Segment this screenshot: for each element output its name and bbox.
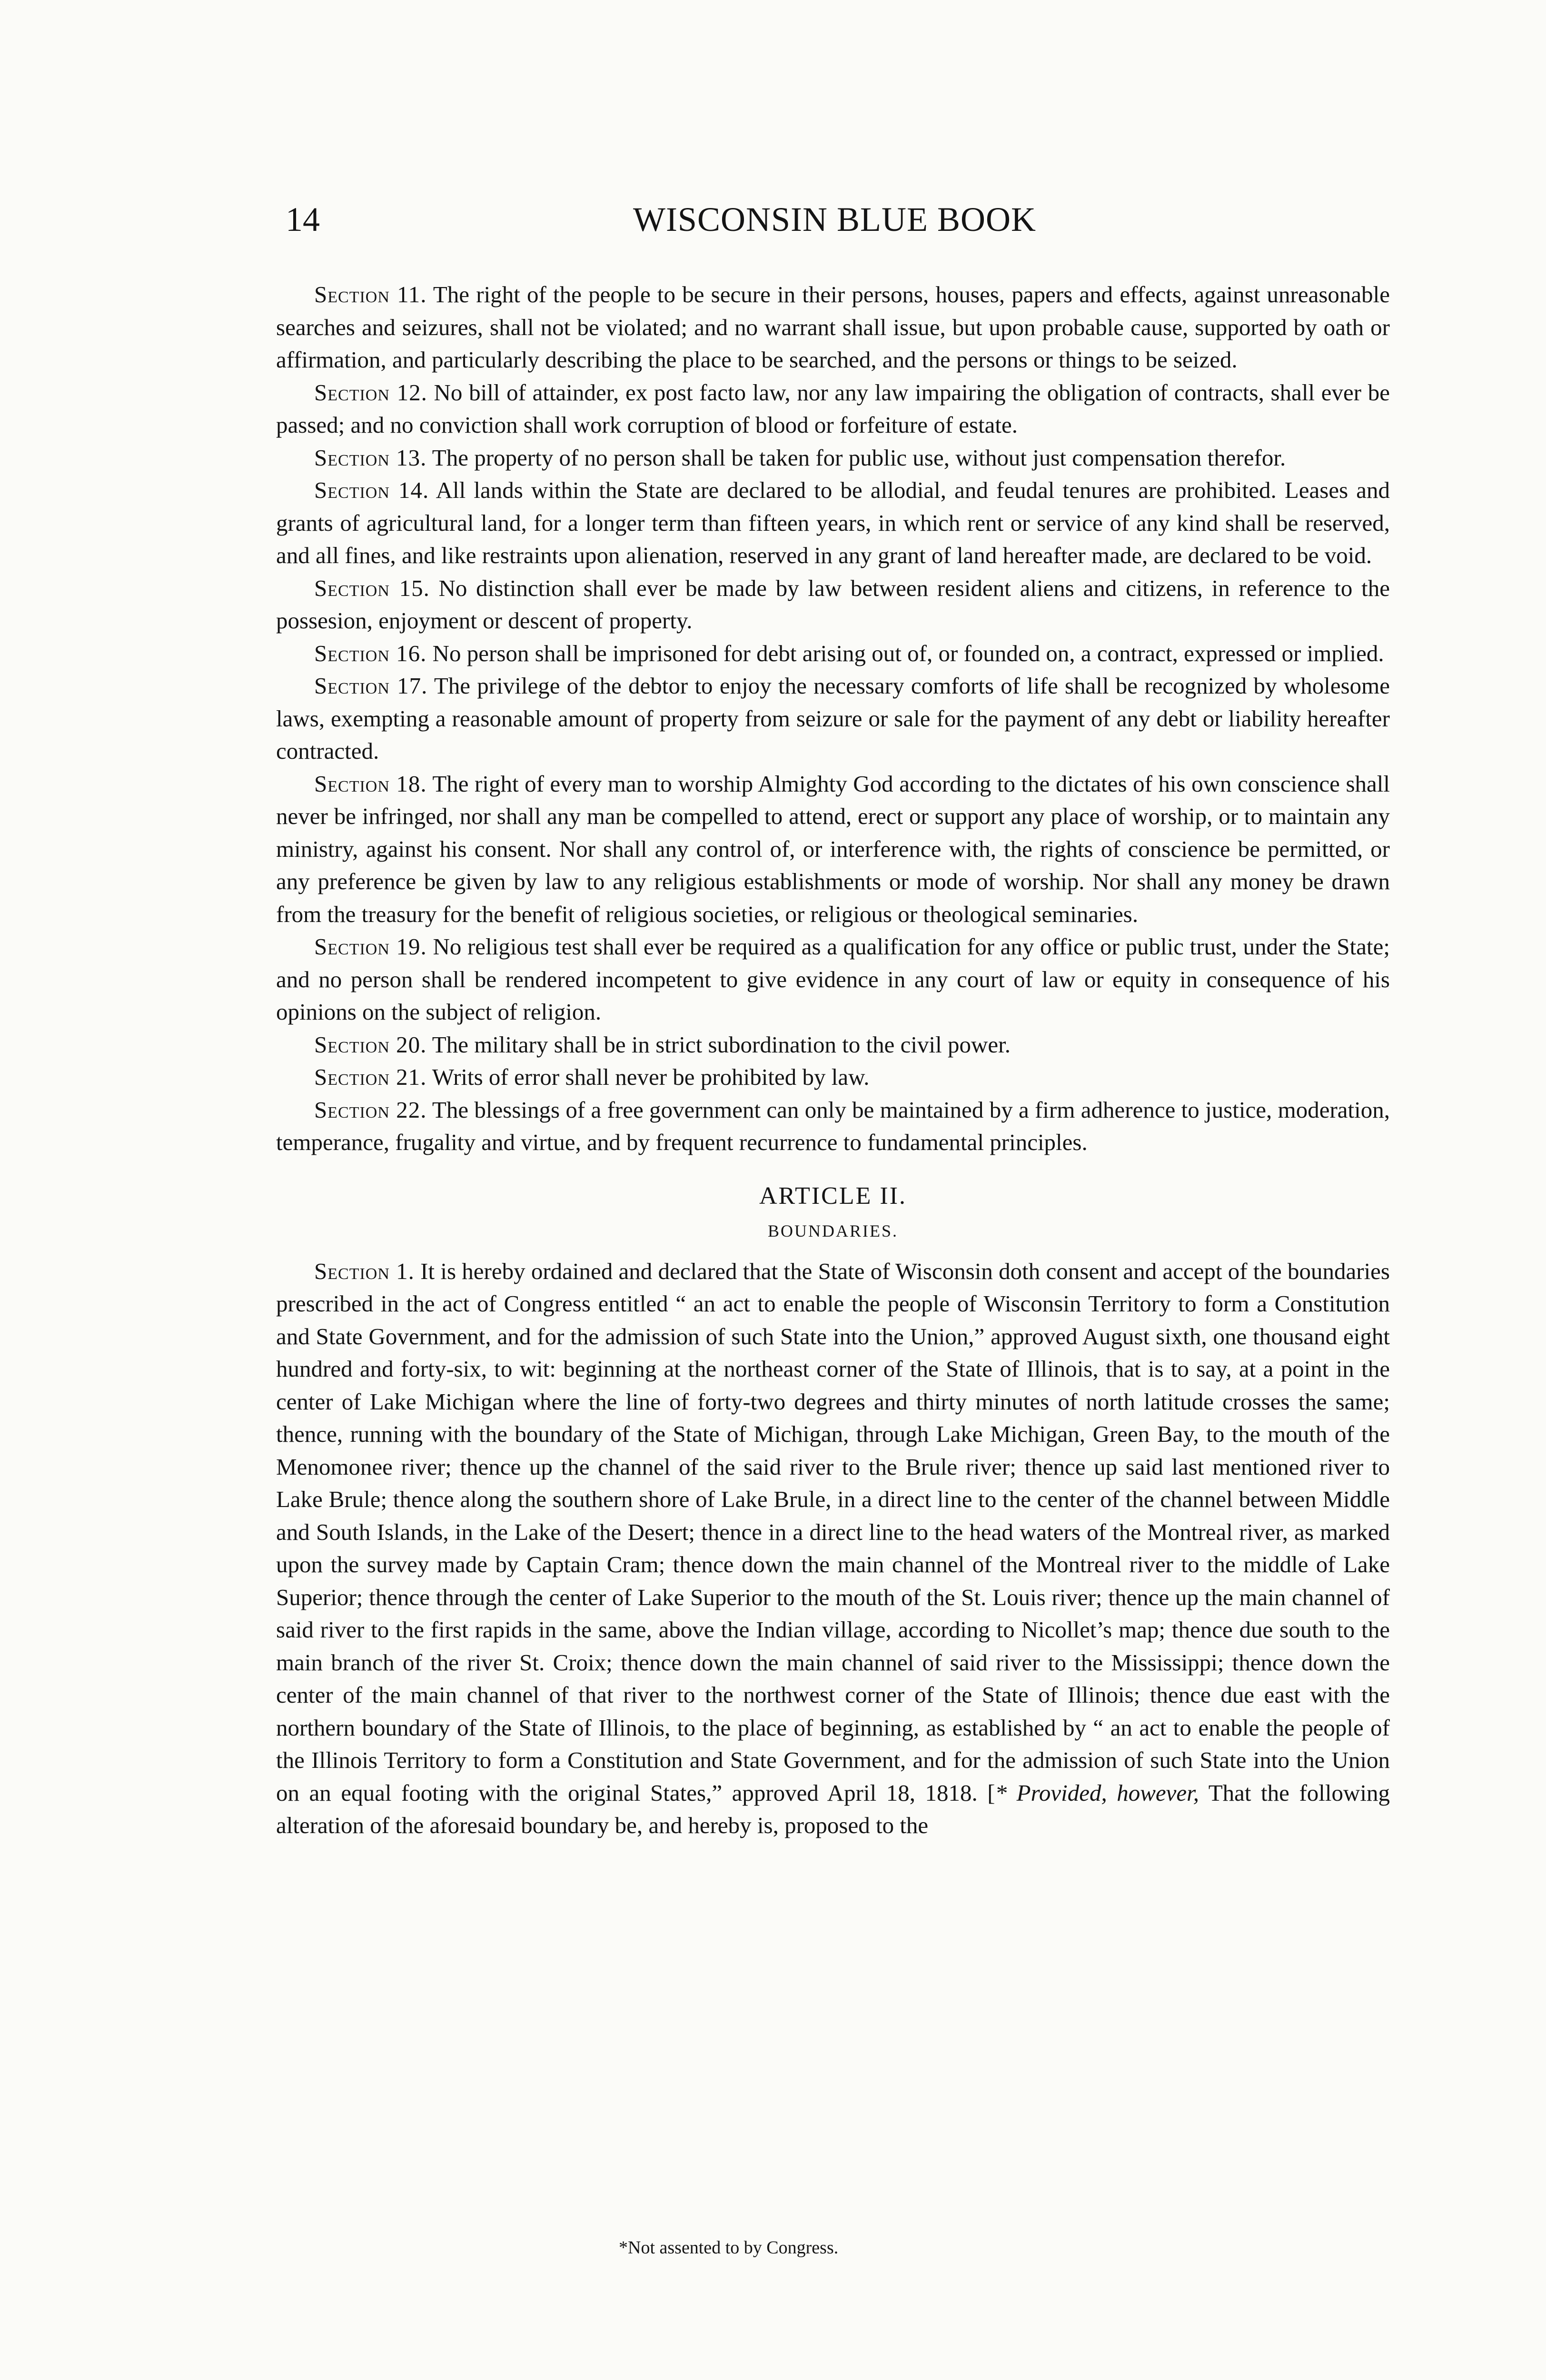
section-label: Section 16. bbox=[314, 640, 427, 666]
section-label: Section 20. bbox=[314, 1031, 427, 1058]
body-text bbox=[276, 278, 1390, 1842]
section-paragraph bbox=[276, 278, 1390, 377]
section-text: It is hereby ordained and declared that the State of Wisconsin doth consent and accept of the boundaries prescribed in the act of Congress entitled “ an act to enable the people of Wisconsin Territory to form a Constitution and State Government, and for the admission of such State into the Union,” approved August sixth, one thousand eight hundred and forty-six, to wit: beginning at the northeast corner of the State of Illinois, that is to say, at a point in the center of Lake Michigan where the line of forty-two degrees and thirty minutes of north latitude crosses the same; thence, running with the boundary of the State of Michigan, through Lake Michigan, Green Bay, to the mouth of the Menomonee river; thence up the channel of the said river to the Brule river; thence up said last mentioned river to Lake Brule; thence along the southern shore of Lake Brule, in a direct line to the center of the channel between Middle and South Islands, in the Lake of the Desert; thence in a direct line to the head waters of the Montreal river, as marked upon the survey made by Captain Cram; thence down the main channel of the Montreal river to the middle of Lake Superior; thence through the center of Lake Superior to the mouth of the St. Louis river; thence up the main channel of said river to the first rapids in the same, above the Indian village, according to Nicollet’s map; thence due south to the main branch of the river St. Croix; thence down the main channel of said river to the Mississippi; thence down the center of the main channel of that river to the northwest corner of the State of Illinois; thence due east with the northern boundary of the State of Illinois, to the place of beginning, as established by “ an act to enable the people of the Illinois Territory to form a Constitution and State Government, and for the admission of such State into the Union on an equal footing with the original States,” approved April 18, 1818. [ bbox=[276, 1258, 1390, 1806]
section-text: No bill of attainder, ex post facto law, nor any law impairing the obligation of contracts, shall ever be passed; and no conviction shall work corruption of blood or forfeiture of estate. bbox=[276, 379, 1390, 438]
section-text: No distinction shall ever be made by law between resident aliens and citizens, in reference to the possesion, enjoyment or descent of property. bbox=[276, 575, 1390, 634]
section-label: Section 13. bbox=[314, 444, 427, 471]
section-text: All lands within the State are declared to be allodial, and feudal tenures are prohibited. Leases and grants of agricultural land, for a longer term than fifteen years, in which rent or service of any kind shall be reserved, and all fines, and like restraints upon alienation, reserved in any grant of land hereafter made, are declared to be void. bbox=[276, 477, 1390, 568]
running-title: WISCONSIN BLUE BOOK bbox=[633, 200, 1036, 238]
section-paragraph bbox=[276, 474, 1390, 572]
section-label: Section 21. bbox=[314, 1064, 427, 1090]
section-paragraph bbox=[276, 377, 1390, 442]
page-number: 14 bbox=[286, 200, 320, 238]
section-label: Section 12. bbox=[314, 379, 427, 406]
footnote: *Not assented to by Congress. bbox=[619, 2238, 839, 2258]
section-paragraph bbox=[276, 442, 1390, 475]
section-paragraph bbox=[276, 637, 1390, 670]
section-paragraph bbox=[276, 1255, 1390, 1842]
section-label: Section 17. bbox=[314, 673, 428, 699]
section-paragraph bbox=[276, 670, 1390, 768]
article-1-sections bbox=[276, 278, 1390, 1159]
section-label: Section 1. bbox=[314, 1258, 415, 1284]
section-paragraph bbox=[276, 572, 1390, 637]
article-subheading: BOUNDARIES. bbox=[767, 1221, 898, 1240]
section-text: The right of the people to be secure in their persons, houses, papers and effects, against unreasonable searches and seizures, shall not be violated; and no warrant shall issue, but upon probable cause, supported by oath or affirmation, and particularly describing the place to be searched, and the persons or things to be seized. bbox=[276, 281, 1390, 373]
section-text: The property of no person shall be taken for public use, without just compensation therefor. bbox=[432, 444, 1286, 471]
section-text-tail: That the following alteration of the aforesaid boundary be, and hereby is, proposed to the bbox=[276, 1779, 1390, 1838]
section-paragraph bbox=[276, 931, 1390, 1029]
section-text: No religious test shall ever be required as a qualification for any office or public trust, under the State; and no person shall be rendered incompetent to give evidence in any court of law or equity in consequence of his opinions on the subject of religion. bbox=[276, 933, 1390, 1025]
section-text: The right of every man to worship Almighty God according to the dictates of his own conscience shall never be infringed, nor shall any man be compelled to attend, erect or support any place of worship, or to maintain any ministry, against his consent. Nor shall any control of, or interference with, the rights of conscience be permitted, or any preference be given by law to any religious establishments or mode of worship. Nor shall any money be drawn from the treasury for the benefit of religious societies, or religious or theological seminaries. bbox=[276, 770, 1390, 927]
section-label: Section 15. bbox=[314, 575, 430, 601]
section-paragraph bbox=[276, 768, 1390, 931]
section-label: Section 14. bbox=[314, 477, 429, 503]
section-text-italic: * Provided, however, bbox=[995, 1779, 1199, 1806]
section-text: The blessings of a free government can only be maintained by a firm adherence to justice, moderation, temperance, frugality and virtue, and by frequent recurrence to fundamental principles. bbox=[276, 1096, 1390, 1155]
section-text: The military shall be in strict subordination to the civil power. bbox=[432, 1031, 1011, 1058]
section-label: Section 22. bbox=[314, 1096, 427, 1123]
section-paragraph bbox=[276, 1061, 1390, 1094]
section-label: Section 18. bbox=[314, 770, 427, 797]
article-heading: ARTICLE II. bbox=[759, 1182, 907, 1210]
section-paragraph bbox=[276, 1094, 1390, 1159]
section-text: No person shall be imprisoned for debt arising out of, or founded on, a contract, expressed or implied. bbox=[432, 640, 1384, 666]
running-head bbox=[286, 200, 1390, 243]
section-label: Section 19. bbox=[314, 933, 427, 960]
section-paragraph bbox=[276, 1029, 1390, 1061]
section-text: The privilege of the debtor to enjoy the necessary comforts of life shall be recognized by wholesome laws, exempting a reasonable amount of property from seizure or sale for the payment of any debt or liability hereafter contracted. bbox=[276, 673, 1390, 764]
section-label: Section 11. bbox=[314, 281, 427, 307]
section-text: Writs of error shall never be prohibited by law. bbox=[432, 1064, 870, 1090]
